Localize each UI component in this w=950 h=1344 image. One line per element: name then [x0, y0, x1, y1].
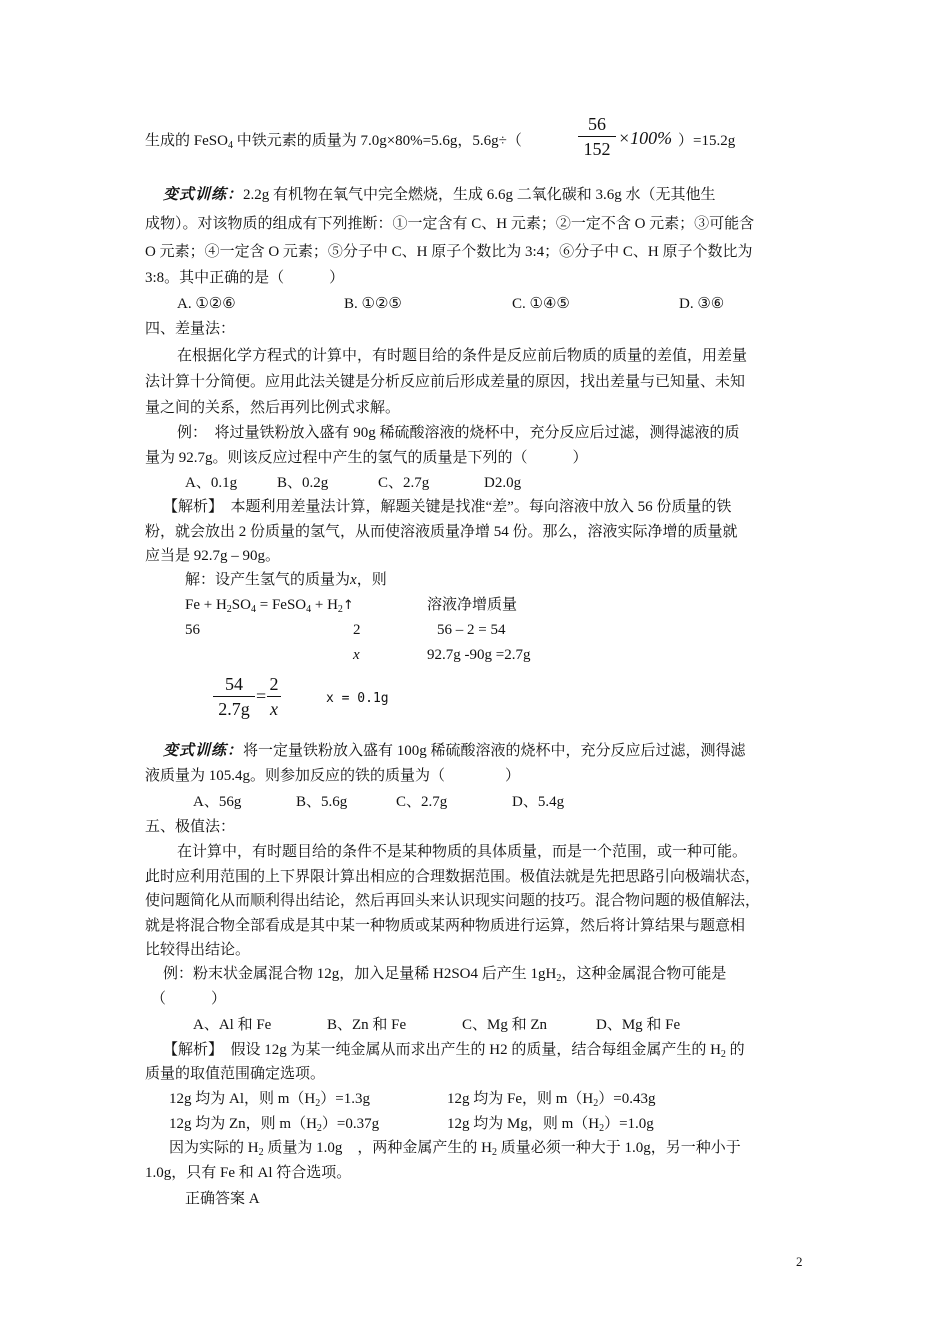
section-4-para-line2: 法计算十分简便。应用此法关键是分析反应前后形成差量的原因，找出差量与已知量、未知: [145, 374, 746, 390]
row3-x: x: [353, 647, 360, 663]
calc-mg: 12g 均为 Mg，则 $m(H_2)=1.0g$: [447, 1116, 654, 1134]
variant-2-option-d: D、5.4g: [512, 794, 565, 810]
proportion-left-fraction: 54 2.7g: [213, 673, 255, 720]
section-5-para-line2: 此时应利用范围的上下界限计算出相应的合理数据范围。极值法就是先把思路引向极端状态，: [145, 869, 761, 885]
section-5-title: 五、极值法：: [145, 819, 236, 835]
row2-diff: 56 – 2 = 54: [437, 622, 506, 638]
example-4-option-d: D2.0g: [484, 475, 522, 491]
variant-2-option-b: B、5.6g: [296, 794, 348, 810]
example-4-line2: 量为 92.7g。则该反应过程中产生的氢气的质量是下列的（ ）: [145, 450, 588, 466]
proportion-right-fraction: 2 x: [267, 673, 281, 720]
gas-arrow-icon: ↑: [342, 598, 354, 613]
variant-training-2-line2: 液质量为 105.4g。则参加反应的铁的质量为（ ）: [145, 768, 521, 784]
calc-zn: 12g 均为 Zn，则 $m(H_2)=0.37g$: [169, 1116, 380, 1134]
line-feso4-calc: 生成的 FeSO$_4$ 中铁元素的质量为 7.0g×80%=5.6g，5.6g÷（: [145, 133, 522, 151]
example-4-option-b: B、0.2g: [277, 475, 329, 491]
option-d: D. ③⑥: [679, 296, 725, 312]
option-c: C. ①④⑤: [512, 296, 570, 312]
chemical-equation: $Fe + H_2SO_4$ = FeSO$_4$ + $H_2↑$: [185, 597, 354, 615]
analysis-4-line3: 应当是 92.7g – 90g。: [145, 548, 281, 564]
analysis-4-line2: 粉，就会放出 2 份质量的氢气，从而使溶液质量净增 54 份。那么，溶液实际净增的质量就: [145, 524, 738, 540]
row2-h2-mass: 2: [353, 622, 361, 638]
x-result: x = 0.1g: [326, 691, 389, 706]
proportion-equals: =: [256, 686, 267, 706]
variant-training-1-line2: 成物）。对该物质的组成有下列推断：①一定含有 C、H 元素；②一定不含 O 元素；③可能含: [145, 216, 755, 232]
section-4-title: 四、差量法：: [145, 321, 236, 337]
analysis-5-line1: 【解析】 假设 12g 为某一纯金属从而求出产生的 H2 的质量，结合每组金属产生的 $H_2$ 的: [163, 1042, 745, 1060]
times-100-percent: ×100%: [618, 128, 673, 148]
section-4-para-line1: 在根据化学方程式的计算中，有时题目给的条件是反应前后物质的质量的差值，用差量: [177, 348, 748, 364]
variant-training-2-line1: 变式训练：将一定量铁粉放入盛有 100g 稀硫酸溶液的烧杯中，充分反应后过滤，测得滤: [163, 743, 746, 759]
conclusion-line1: 因为实际的 $H_2$ 质量为 1.0g ，两种金属产生的 $H_2$ 质量必须一种大于 1.0g，另一种小于: [169, 1140, 741, 1158]
solution-4-intro: 解：设产生氢气的质量为x，则: [185, 572, 387, 588]
example-5-line2: （ ）: [151, 991, 227, 1007]
calc-al: 12g 均为 Al，则 $m(H_2)=1.3g$: [169, 1091, 370, 1109]
example-5-option-b: B、Zn 和 Fe: [327, 1017, 407, 1033]
conclusion-line2: 1.0g，只有 Fe 和 Al 符合选项。: [145, 1165, 352, 1181]
section-5-para-line4: 就是将混合物全部看成是其中某一种物质或某两种物质进行运算，然后将计算结果与题意相: [145, 918, 746, 934]
example-5-option-a: A、Al 和 Fe: [193, 1017, 272, 1033]
fraction-56-152: 56 152: [578, 113, 616, 160]
variant-training-1-line3: O 元素；④一定含 O 元素；⑤分子中 C、H 原子个数比为 3:4；⑥分子中 C、H 原子个数比为: [145, 244, 753, 260]
row2-fe-mass: 56: [185, 622, 200, 638]
variant-training-1-line1: 变式训练：2.2g 有机物在氧气中完全燃烧，生成 6.6g 二氧化碳和 3.6g 水（无其他生: [163, 187, 716, 203]
section-5-para-line3: 使问题简化从而顺利得出结论，然后再回头来认识现实问题的技巧。混合物问题的极值解法，: [145, 893, 761, 909]
analysis-4-line1: 【解析】 本题利用差量法计算，解题关键是找准“差”。每向溶液中放入 56 份质量的铁: [163, 499, 732, 515]
example-4-option-c: C、2.7g: [378, 475, 430, 491]
row3-actual-diff: 92.7g -90g =2.7g: [427, 647, 531, 663]
correct-answer: 正确答案 A: [185, 1191, 260, 1207]
option-b: B. ①②⑤: [344, 296, 402, 312]
section-4-para-line3: 量之间的关系，然后再列比例式求解。: [145, 400, 401, 416]
example-5-option-c: C、Mg 和 Zn: [462, 1017, 548, 1033]
section-5-para-line1: 在计算中，有时题目给的条件不是某种物质的具体质量，而是一个范围，或一种可能。: [177, 844, 748, 860]
variant-training-1-line4: 3:8。其中正确的是（ ）: [145, 270, 345, 286]
example-5-line1: 例：粉末状金属混合物 12g，加入足量稀 H2SO4 后产生 $1gH_2$，这种金属混合物可能是: [163, 966, 727, 984]
calc-fe: 12g 均为 Fe，则 $m(H_2)=0.43g$: [447, 1091, 656, 1109]
variant-2-option-c: C、2.7g: [396, 794, 448, 810]
example-5-option-d: D、Mg 和 Fe: [596, 1017, 681, 1033]
example-4-option-a: A、0.1g: [185, 475, 238, 491]
page-number: 2: [796, 1254, 803, 1269]
option-a: A. ①②⑥: [177, 296, 236, 312]
variant-2-option-a: A、56g: [193, 794, 242, 810]
column-head-net-increase: 溶液净增质量: [427, 597, 518, 613]
example-4-line1: 例： 将过量铁粉放入盛有 90g 稀硫酸溶液的烧杯中，充分反应后过滤，测得滤液的质: [177, 425, 740, 441]
line-feso4-result: ）=15.2g: [678, 133, 736, 149]
section-5-para-line5: 比较得出结论。: [145, 942, 251, 958]
analysis-5-line2: 质量的取值范围确定选项。: [145, 1066, 326, 1082]
